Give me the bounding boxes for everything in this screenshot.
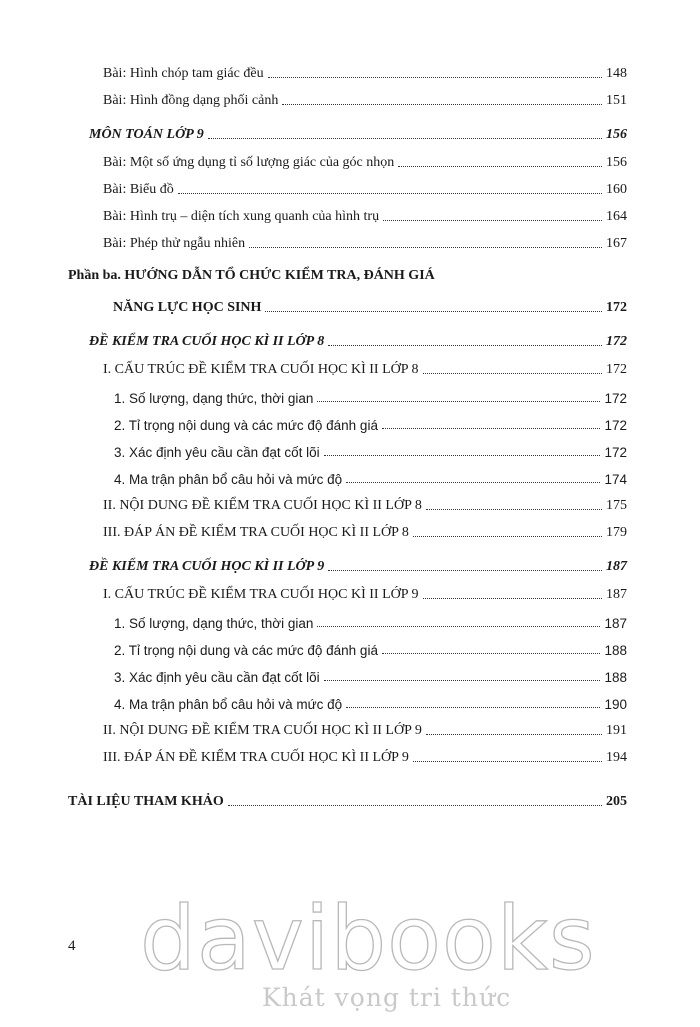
dot-leader xyxy=(382,428,601,429)
toc-entry-title: I. CẤU TRÚC ĐỀ KIỂM TRA CUỐI HỌC KÌ II LỚP 8 xyxy=(103,362,419,377)
toc-entry-title: III. ĐÁP ÁN ĐỀ KIỂM TRA CUỐI HỌC KÌ II LỚP 8 xyxy=(103,525,409,540)
toc-entry-title: TÀI LIỆU THAM KHẢO xyxy=(68,794,224,809)
toc-entry xyxy=(0,172,700,198)
toc-entry-title: 4. Ma trận phân bổ câu hỏi và mức độ xyxy=(114,697,343,712)
toc-entry-page: 172 xyxy=(604,418,627,433)
toc-section-heading xyxy=(0,549,700,575)
part-heading-line1: Phần ba. HƯỚNG DẪN TỔ CHỨC KIỂM TRA, ĐÁNH GIÁ xyxy=(68,268,435,283)
dot-leader xyxy=(228,805,602,806)
dot-leader xyxy=(328,345,602,346)
toc-entry-page: 190 xyxy=(604,697,627,712)
toc-entry-title: Bài: Hình trụ – diện tích xung quanh của hình trụ xyxy=(103,209,380,224)
toc-entry-title: Bài: Một số ứng dụng tỉ số lượng giác của góc nhọn xyxy=(103,155,395,170)
toc-entry-title: ĐỀ KIỂM TRA CUỐI HỌC KÌ II LỚP 8 xyxy=(89,334,325,349)
toc-entry-title: 1. Số lượng, dạng thức, thời gian xyxy=(114,391,314,406)
dot-leader xyxy=(324,680,601,681)
watermark-brand: davibooks xyxy=(140,887,596,990)
toc-entry-page: 194 xyxy=(606,750,627,765)
toc-entry-page: 164 xyxy=(606,209,627,224)
dot-leader xyxy=(265,311,602,312)
dot-leader xyxy=(413,761,602,762)
dot-leader xyxy=(382,653,601,654)
part-heading xyxy=(0,290,700,316)
toc-entry-page: 187 xyxy=(604,616,627,631)
toc-entry xyxy=(0,659,700,685)
dot-leader xyxy=(328,570,602,571)
dot-leader xyxy=(317,626,600,627)
toc-entry xyxy=(0,83,700,109)
part-heading-line2: NĂNG LỰC HỌC SINH xyxy=(113,300,262,315)
dot-leader xyxy=(383,220,602,221)
toc-entry-title: 3. Xác định yêu cầu cần đạt cốt lõi xyxy=(114,670,320,685)
toc-entry xyxy=(0,56,700,82)
toc-references xyxy=(0,784,700,810)
toc-entry-page: 160 xyxy=(606,182,627,197)
toc-entry-title: II. NỘI DUNG ĐỀ KIỂM TRA CUỐI HỌC KÌ II LỚP 9 xyxy=(103,723,422,738)
dot-leader xyxy=(324,455,601,456)
toc-entry xyxy=(0,577,700,603)
toc-entry-page: 172 xyxy=(606,334,627,349)
dot-leader xyxy=(413,536,602,537)
toc-entry xyxy=(0,434,700,460)
dot-leader xyxy=(178,193,602,194)
toc-entry-page: 175 xyxy=(606,498,627,513)
toc-entry xyxy=(0,713,700,739)
toc-entry-title: 2. Tỉ trọng nội dung và các mức độ đánh giá xyxy=(114,418,378,433)
toc-entry-page: 188 xyxy=(604,670,627,685)
toc-entry-page: 187 xyxy=(606,587,627,602)
toc-entry-title: 1. Số lượng, dạng thức, thời gian xyxy=(114,616,314,631)
toc-entry-title: Bài: Hình chóp tam giác đều xyxy=(103,66,264,81)
dot-leader xyxy=(346,482,600,483)
toc-entry xyxy=(0,686,700,712)
toc-section-heading xyxy=(0,324,700,350)
toc-entry-page: 172 xyxy=(606,300,627,315)
toc-entry-page: 191 xyxy=(606,723,627,738)
toc-entry-page: 172 xyxy=(606,362,627,377)
toc-entry xyxy=(0,515,700,541)
toc-entry-page: 205 xyxy=(606,794,627,809)
toc-entry-title: 4. Ma trận phân bổ câu hỏi và mức độ xyxy=(114,472,343,487)
toc-entry-title: III. ĐÁP ÁN ĐỀ KIỂM TRA CUỐI HỌC KÌ II LỚP 9 xyxy=(103,750,409,765)
toc-entry-title: 2. Tỉ trọng nội dung và các mức độ đánh giá xyxy=(114,643,378,658)
toc-entry xyxy=(0,407,700,433)
toc-entry-page: 188 xyxy=(604,643,627,658)
toc-entry-title: ĐỀ KIỂM TRA CUỐI HỌC KÌ II LỚP 9 xyxy=(89,559,325,574)
toc-entry xyxy=(0,226,700,252)
toc-entry-page: 187 xyxy=(606,559,627,574)
toc-entry-page: 148 xyxy=(606,66,627,81)
dot-leader xyxy=(208,138,602,139)
dot-leader xyxy=(268,77,602,78)
dot-leader xyxy=(423,373,602,374)
dot-leader xyxy=(346,707,600,708)
watermark-tagline: Khát vọng tri thức xyxy=(262,983,512,1012)
toc-subject-heading xyxy=(0,117,700,143)
toc-entry-title: Bài: Phép thử ngẫu nhiên xyxy=(103,236,246,251)
toc-entry-title: MÔN TOÁN LỚP 9 xyxy=(89,127,204,142)
toc-entry-page: 151 xyxy=(606,93,627,108)
toc-entry xyxy=(0,199,700,225)
toc-entry-title: 3. Xác định yêu cầu cần đạt cốt lõi xyxy=(114,445,320,460)
toc-entry-title: I. CẤU TRÚC ĐỀ KIỂM TRA CUỐI HỌC KÌ II LỚP 9 xyxy=(103,587,419,602)
toc-entry xyxy=(0,380,700,406)
toc-entry xyxy=(0,461,700,487)
dot-leader xyxy=(423,598,602,599)
dot-leader xyxy=(249,247,602,248)
toc-entry-page: 174 xyxy=(604,472,627,487)
toc-entry-page: 156 xyxy=(606,127,627,142)
dot-leader xyxy=(282,104,602,105)
toc-entry xyxy=(0,488,700,514)
toc-entry-title: Bài: Biểu đồ xyxy=(103,182,174,197)
toc-entry-title: Bài: Hình đồng dạng phối cảnh xyxy=(103,93,279,108)
toc-entry xyxy=(0,740,700,766)
toc-entry-page: 156 xyxy=(606,155,627,170)
dot-leader xyxy=(426,509,602,510)
toc-entry-title: II. NỘI DUNG ĐỀ KIỂM TRA CUỐI HỌC KÌ II LỚP 8 xyxy=(103,498,422,513)
dot-leader xyxy=(426,734,602,735)
toc-entry xyxy=(0,632,700,658)
toc-entry-page: 167 xyxy=(606,236,627,251)
toc-entry xyxy=(0,352,700,378)
dot-leader xyxy=(317,401,600,402)
page-number: 4 xyxy=(68,938,76,954)
toc-entry xyxy=(0,605,700,631)
toc-entry-page: 179 xyxy=(606,525,627,540)
toc-entry xyxy=(0,145,700,171)
dot-leader xyxy=(398,166,602,167)
toc-entry-page: 172 xyxy=(604,391,627,406)
toc-entry-page: 172 xyxy=(604,445,627,460)
